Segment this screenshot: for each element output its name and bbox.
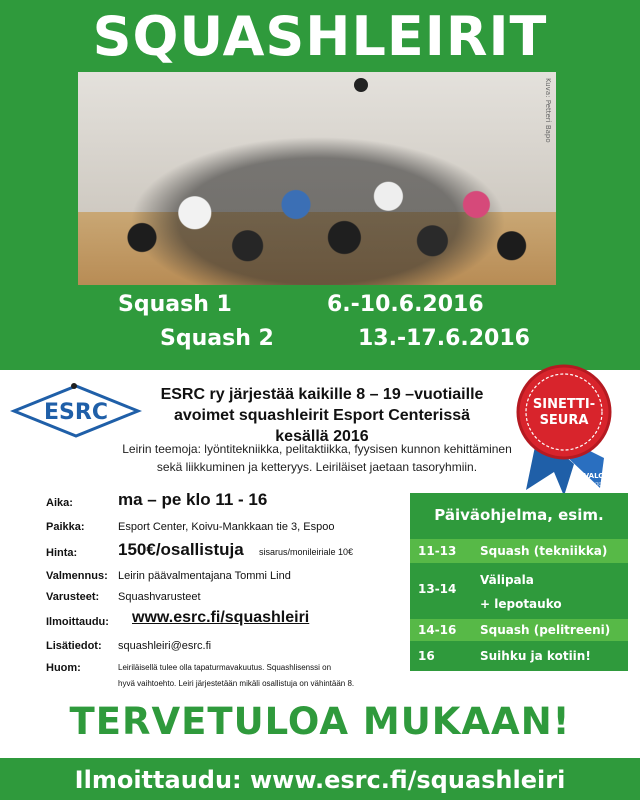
varusteet-label: Varusteet: (46, 591, 100, 603)
hinta-label: Hinta: (46, 547, 78, 559)
huom-label: Huom: (46, 662, 81, 674)
intro-line-2: avoimet squashleirit Esport Centerissä kesällä 2016 (173, 407, 471, 445)
photo-credit: Kuva: Petteri Bapo (544, 78, 552, 143)
session-1-dates: 6.-10.6.2016 (327, 292, 484, 317)
schedule-row (410, 565, 628, 617)
hinta-value: 150€/osallistuja (118, 540, 244, 559)
daily-schedule (410, 493, 628, 671)
logo-text: ESRC (44, 400, 108, 425)
seal-sub-2: LAJILIITOT (583, 482, 605, 487)
session-2-name: Squash 2 (160, 326, 274, 351)
squash-ball-icon (354, 78, 368, 92)
photo-crowd (98, 122, 538, 285)
schedule-activity-2: + lepotauko (480, 597, 562, 611)
schedule-row (410, 539, 628, 563)
welcome-text: TERVETULOA MUKAAN! (69, 700, 571, 743)
seal-line-1: SINETTI- (532, 397, 596, 412)
logo-ball (71, 383, 77, 389)
header-banner (0, 0, 640, 370)
themes-line-1: Leirin teemoja: lyöntitekniikka, pelitaktiikka, fyysisen kunnon kehittäminen (122, 442, 512, 456)
schedule-time: 13-14 (418, 582, 457, 596)
footer-link[interactable]: Ilmoittaudu: www.esrc.fi/squashleiri (74, 766, 566, 794)
ilmoittaudu-link[interactable]: www.esrc.fi/squashleiri (132, 609, 310, 626)
huom-line-2: hyvä vaihtoehto. Leiri järjestetään mikäli osallistuja on vähintään 8. (118, 679, 355, 688)
session-1-name: Squash 1 (118, 292, 232, 317)
schedule-row (410, 645, 628, 669)
lisatiedot-label: Lisätiedot: (46, 640, 102, 652)
ilmoittaudu-label: Ilmoittaudu: (46, 616, 109, 628)
session-2-dates: 13.-17.6.2016 (358, 326, 530, 351)
seal-sub: VALO (583, 472, 605, 480)
schedule-time: 16 (418, 649, 435, 663)
schedule-time: 11-13 (418, 544, 457, 558)
varusteet-value: Squashvarusteet (118, 591, 201, 603)
lisatiedot-email[interactable]: squashleiri@esrc.fi (118, 640, 212, 652)
intro-line-1: ESRC ry järjestää kaikille 8 – 19 –vuotiaille (160, 386, 484, 403)
schedule-activity: Squash (pelitreeni) (480, 623, 611, 637)
schedule-activity: Squash (tekniikka) (480, 544, 608, 558)
group-photo (78, 72, 556, 285)
themes-line-2: sekä liikkuminen ja ketteryys. Leiriläiset jaetaan tasoryhmiin. (156, 460, 478, 474)
paikka-label: Paikka: (46, 521, 85, 533)
aika-label: Aika: (46, 497, 73, 509)
hinta-note: sisarus/monileiriale 10€ (259, 547, 354, 557)
valmennus-label: Valmennus: (46, 570, 108, 582)
schedule-title: Päiväohjelma, esim. (434, 506, 604, 524)
sinettiseura-seal (508, 360, 620, 500)
valmennus-value: Leirin päävalmentajana Tommi Lind (118, 570, 291, 582)
schedule-activity: Suihku ja kotiin! (480, 649, 591, 663)
schedule-row (410, 619, 628, 641)
schedule-activity: Välipala (480, 573, 534, 587)
intro-headline (152, 384, 492, 447)
schedule-time: 14-16 (418, 623, 457, 637)
seal-circle (518, 366, 610, 458)
huom-line-1: Leiriläisellä tulee olla tapaturmavakuutus. Squashlisenssi on (118, 663, 332, 672)
esrc-logo (10, 382, 142, 440)
footer-banner (0, 758, 640, 800)
paikka-value: Esport Center, Koivu-Mankkaan tie 3, Espoo (118, 521, 335, 533)
page-title: SQUASHLEIRIT (92, 5, 548, 68)
aika-value: ma – pe klo 11 - 16 (118, 490, 268, 509)
themes-text (118, 440, 516, 476)
seal-line-2: SEURA (539, 413, 589, 428)
